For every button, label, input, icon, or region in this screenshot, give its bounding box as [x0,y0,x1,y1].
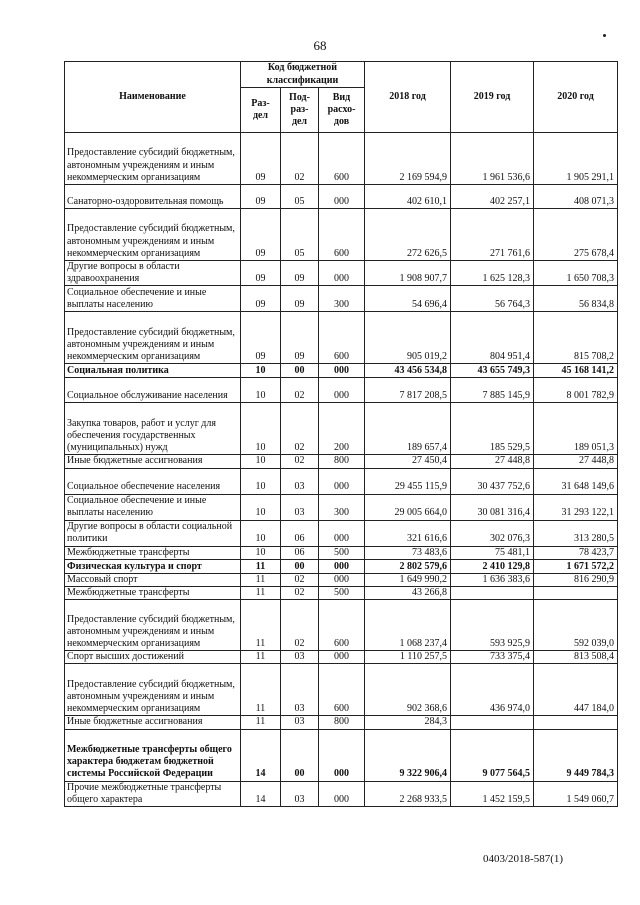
header-razdel: Раз- дел [241,88,281,133]
row-name: Санаторно-оздоровительная помощь [65,185,241,209]
row-podrazdel: 03 [281,716,319,729]
row-value-2019: 436 974,0 [451,664,534,716]
row-value-2019: 302 076,3 [451,520,534,546]
table-row [65,664,618,716]
row-value-2020: 9 449 784,3 [534,729,618,781]
row-razdel: 11 [241,651,281,664]
row-razdel: 11 [241,664,281,716]
row-razdel: 11 [241,716,281,729]
row-value-2018: 905 019,2 [365,312,451,364]
row-value-2018: 29 455 115,9 [365,468,451,494]
row-value-2020: 78 423,7 [534,546,618,559]
row-vid: 000 [319,781,365,806]
table-row [65,364,618,378]
row-value-2019: 9 077 564,5 [451,729,534,781]
row-podrazdel: 02 [281,378,319,403]
header-2019: 2019 год [451,62,534,133]
row-vid: 500 [319,546,365,559]
table-row [65,185,618,209]
row-value-2018: 9 322 906,4 [365,729,451,781]
row-razdel: 09 [241,312,281,364]
row-razdel: 09 [241,261,281,286]
row-razdel: 10 [241,520,281,546]
table-row [65,600,618,651]
row-value-2018: 321 616,6 [365,520,451,546]
row-podrazdel: 00 [281,559,319,573]
row-value-2018: 272 626,5 [365,209,451,261]
row-razdel: 11 [241,600,281,651]
row-razdel: 11 [241,573,281,586]
row-vid: 800 [319,716,365,729]
row-value-2020: 816 290,9 [534,573,618,586]
row-value-2018: 54 696,4 [365,286,451,312]
page-number: 68 [313,38,327,53]
row-razdel: 10 [241,494,281,520]
row-podrazdel: 03 [281,664,319,716]
row-value-2018: 189 657,4 [365,403,451,455]
row-name: Межбюджетные трансферты [65,546,241,559]
row-podrazdel: 06 [281,546,319,559]
row-podrazdel: 03 [281,781,319,806]
table-row [65,468,618,494]
row-vid: 000 [319,729,365,781]
row-vid: 600 [319,312,365,364]
row-podrazdel: 09 [281,261,319,286]
row-value-2020: 1 671 572,2 [534,559,618,573]
scan-dot [603,34,606,37]
table-row [65,587,618,600]
row-podrazdel: 02 [281,403,319,455]
row-name: Иные бюджетные ассигнования [65,455,241,468]
row-vid: 000 [319,364,365,378]
row-value-2020 [534,716,618,729]
row-vid: 600 [319,600,365,651]
row-value-2019: 30 437 752,6 [451,468,534,494]
row-value-2018: 1 110 257,5 [365,651,451,664]
row-podrazdel: 09 [281,312,319,364]
row-value-2020: 56 834,8 [534,286,618,312]
header-name: Наименование [65,62,241,133]
row-vid: 000 [319,559,365,573]
row-value-2020: 815 708,2 [534,312,618,364]
row-value-2019 [451,716,534,729]
row-value-2018: 43 266,8 [365,587,451,600]
row-razdel: 09 [241,286,281,312]
header-podrazdel: Под- раз- дел [281,88,319,133]
row-value-2020: 592 039,0 [534,600,618,651]
row-name: Предоставление субсидий бюджетным, автономным учреждениям и иным некоммерческим организациям [65,664,241,716]
row-name: Предоставление субсидий бюджетным, автономным учреждениям и иным некоммерческим организациям [65,600,241,651]
row-vid: 800 [319,455,365,468]
table-row [65,261,618,286]
header-vid: Вид расхо- дов [319,88,365,133]
row-vid: 300 [319,494,365,520]
row-name: Закупка товаров, работ и услуг для обеспечения государственных (муниципальных) нужд [65,403,241,455]
row-value-2020: 189 051,3 [534,403,618,455]
row-value-2018: 2 268 933,5 [365,781,451,806]
row-value-2019: 1 452 159,5 [451,781,534,806]
row-podrazdel: 02 [281,133,319,185]
row-value-2019 [451,587,534,600]
table-row [65,378,618,403]
row-value-2019: 2 410 129,8 [451,559,534,573]
row-value-2019: 1 961 536,6 [451,133,534,185]
row-name: Социальное обеспечение населения [65,468,241,494]
row-name: Иные бюджетные ассигнования [65,716,241,729]
row-vid: 600 [319,133,365,185]
row-name: Другие вопросы в области социальной политики [65,520,241,546]
row-razdel: 10 [241,455,281,468]
row-vid: 000 [319,261,365,286]
row-name: Социальная политика [65,364,241,378]
table-row [65,209,618,261]
row-podrazdel: 03 [281,468,319,494]
table-row [65,546,618,559]
row-value-2020: 313 280,5 [534,520,618,546]
row-value-2019: 30 081 316,4 [451,494,534,520]
row-value-2020: 813 508,4 [534,651,618,664]
row-vid: 600 [319,664,365,716]
table-row [65,559,618,573]
row-value-2019: 185 529,5 [451,403,534,455]
row-value-2019: 75 481,1 [451,546,534,559]
row-vid: 500 [319,587,365,600]
row-value-2020: 27 448,8 [534,455,618,468]
row-razdel: 14 [241,781,281,806]
row-vid: 200 [319,403,365,455]
row-value-2018: 1 649 990,2 [365,573,451,586]
row-value-2020: 447 184,0 [534,664,618,716]
table-row [65,716,618,729]
table-row [65,494,618,520]
row-value-2019: 1 625 128,3 [451,261,534,286]
row-name: Прочие межбюджетные трансферты общего характера [65,781,241,806]
row-value-2019: 1 636 383,6 [451,573,534,586]
table-row [65,651,618,664]
row-vid: 000 [319,573,365,586]
row-name: Социальное обеспечение и иные выплаты населению [65,494,241,520]
budget-table [64,61,618,807]
row-vid: 600 [319,209,365,261]
row-podrazdel: 06 [281,520,319,546]
row-razdel: 09 [241,209,281,261]
row-razdel: 11 [241,587,281,600]
table-header [65,62,618,133]
row-value-2019: 402 257,1 [451,185,534,209]
table-row [65,520,618,546]
row-name: Социальное обслуживание населения [65,378,241,403]
row-value-2018: 27 450,4 [365,455,451,468]
row-podrazdel: 02 [281,587,319,600]
row-value-2019: 271 761,6 [451,209,534,261]
row-value-2020: 45 168 141,2 [534,364,618,378]
row-value-2020: 408 071,3 [534,185,618,209]
table-row [65,403,618,455]
row-value-2019: 593 925,9 [451,600,534,651]
row-razdel: 09 [241,185,281,209]
row-razdel: 10 [241,403,281,455]
row-value-2020: 31 648 149,6 [534,468,618,494]
row-name: Спорт высших достижений [65,651,241,664]
row-value-2019: 43 655 749,3 [451,364,534,378]
row-value-2020: 1 905 291,1 [534,133,618,185]
row-value-2018: 284,3 [365,716,451,729]
row-podrazdel: 05 [281,209,319,261]
table-row [65,286,618,312]
row-razdel: 10 [241,364,281,378]
row-value-2020: 8 001 782,9 [534,378,618,403]
table-row [65,729,618,781]
row-value-2019: 27 448,8 [451,455,534,468]
row-vid: 000 [319,468,365,494]
row-value-2020: 275 678,4 [534,209,618,261]
header-code-group: Код бюджетной классификации [241,62,365,88]
row-razdel: 14 [241,729,281,781]
table-row [65,573,618,586]
row-value-2019: 733 375,4 [451,651,534,664]
row-value-2018: 1 908 907,7 [365,261,451,286]
row-value-2018: 43 456 534,8 [365,364,451,378]
row-vid: 000 [319,651,365,664]
row-value-2018: 7 817 208,5 [365,378,451,403]
table-row [65,133,618,185]
row-vid: 300 [319,286,365,312]
row-razdel: 09 [241,133,281,185]
row-razdel: 10 [241,546,281,559]
row-value-2018: 73 483,6 [365,546,451,559]
table-row [65,781,618,806]
row-value-2018: 2 802 579,6 [365,559,451,573]
row-value-2020: 1 549 060,7 [534,781,618,806]
row-vid: 000 [319,520,365,546]
row-podrazdel: 00 [281,364,319,378]
row-razdel: 11 [241,559,281,573]
row-value-2018: 29 005 664,0 [365,494,451,520]
row-value-2018: 902 368,6 [365,664,451,716]
row-value-2020: 31 293 122,1 [534,494,618,520]
row-value-2018: 2 169 594,9 [365,133,451,185]
row-name: Межбюджетные трансферты общего характера бюджетам бюджетной системы Российской Федерации [65,729,241,781]
document-code: 0403/2018-587(1) [483,853,564,865]
row-podrazdel: 00 [281,729,319,781]
row-value-2018: 1 068 237,4 [365,600,451,651]
row-podrazdel: 05 [281,185,319,209]
row-razdel: 10 [241,468,281,494]
row-name: Массовый спорт [65,573,241,586]
row-value-2020 [534,587,618,600]
row-vid: 000 [319,185,365,209]
row-value-2019: 56 764,3 [451,286,534,312]
row-name: Межбюджетные трансферты [65,587,241,600]
row-podrazdel: 02 [281,600,319,651]
row-name: Физическая культура и спорт [65,559,241,573]
row-name: Предоставление субсидий бюджетным, автономным учреждениям и иным некоммерческим организациям [65,133,241,185]
row-podrazdel: 09 [281,286,319,312]
row-podrazdel: 02 [281,455,319,468]
row-value-2019: 7 885 145,9 [451,378,534,403]
row-vid: 000 [319,378,365,403]
header-2018: 2018 год [365,62,451,133]
row-razdel: 10 [241,378,281,403]
row-podrazdel: 02 [281,573,319,586]
row-name: Социальное обеспечение и иные выплаты населению [65,286,241,312]
table-row [65,312,618,364]
header-2020: 2020 год [534,62,618,133]
table-body [65,133,618,807]
row-podrazdel: 03 [281,651,319,664]
row-name: Другие вопросы в области здравоохранения [65,261,241,286]
row-value-2020: 1 650 708,3 [534,261,618,286]
row-podrazdel: 03 [281,494,319,520]
row-value-2019: 804 951,4 [451,312,534,364]
row-name: Предоставление субсидий бюджетным, автономным учреждениям и иным некоммерческим организациям [65,312,241,364]
table-row [65,455,618,468]
row-name: Предоставление субсидий бюджетным, автономным учреждениям и иным некоммерческим организациям [65,209,241,261]
row-value-2018: 402 610,1 [365,185,451,209]
